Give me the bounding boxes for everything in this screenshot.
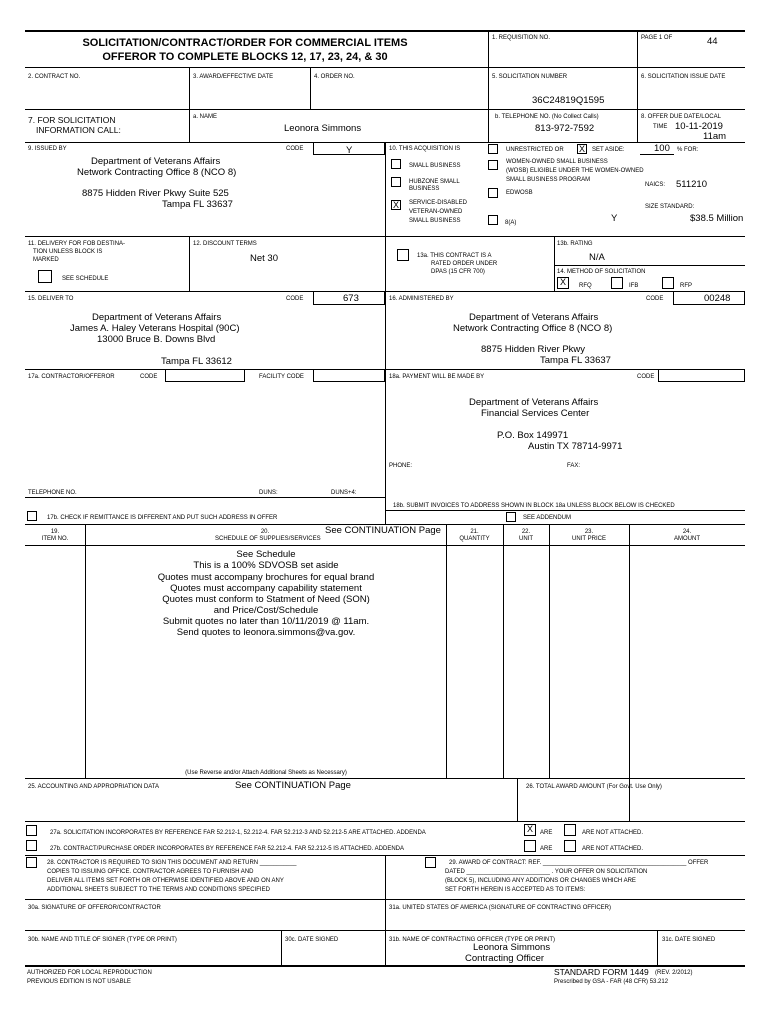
payment-phone-label: PHONE:: [389, 463, 413, 469]
form-title-line1: SOLICITATION/CONTRACT/ORDER FOR COMMERCIAL ITEMS: [82, 37, 408, 49]
duns-label: DUNS:: [259, 490, 278, 496]
far-27b-checkbox[interactable]: [26, 840, 37, 851]
ifb-checkbox[interactable]: [611, 277, 623, 289]
block-28-checkbox[interactable]: [26, 857, 37, 868]
contractor-code-label: CODE: [140, 374, 158, 380]
ifb-label: IFB: [629, 283, 639, 289]
col-quantity-label: QUANTITY: [459, 536, 490, 542]
block-28-line3: DELIVER ALL ITEMS SET FORTH OR OTHERWISE IDENTIFIED ABOVE AND ON ANY: [47, 878, 284, 884]
remittance-label: 17b. CHECK IF REMITTANCE IS DIFFERENT AND PUT SUCH ADDRESS IN OFFER: [47, 515, 278, 521]
discount-terms: Net 30: [250, 253, 278, 264]
award-date-label: 3. AWARD/EFFECTIVE DATE: [193, 74, 274, 80]
remittance-checkbox[interactable]: [27, 511, 37, 521]
block-29-checkbox[interactable]: [425, 857, 436, 868]
issue-date-label: 6. SOLICITATION ISSUE DATE: [641, 74, 726, 80]
block-28-line1: 28. CONTRACTOR IS REQUIRED TO SIGN THIS DOCUMENT AND RETURN ___________: [47, 860, 297, 866]
hubzone-checkbox[interactable]: [391, 177, 401, 187]
schedule-line: Quotes must conform to Statment of Need (SON): [162, 594, 370, 605]
signer-date-label: 30c. DATE SIGNED: [285, 937, 339, 943]
wosb-label-1: WOMEN-OWNED SMALL BUSINESS: [506, 159, 608, 165]
sdvosb-label-2: VETERAN-OWNED: [409, 209, 463, 215]
schedule-line: Quotes must accompany capability statement: [170, 583, 362, 594]
method-label: 14. METHOD OF SOLICITATION: [557, 269, 646, 275]
wosb-label-2: (WOSB) ELIGIBLE UNDER THE WOMEN-OWNED: [506, 168, 644, 174]
col-unit-label: UNIT: [519, 536, 533, 542]
administered-by-line4: Tampa FL 33637: [540, 355, 611, 366]
form-title-line2: OFFEROR TO COMPLETE BLOCKS 12, 17, 23, 24, & 30: [102, 51, 388, 63]
col-unit-price-number: 23.: [584, 529, 594, 535]
set-aside-checkbox[interactable]: X: [578, 144, 585, 154]
rfq-checkbox[interactable]: X: [557, 277, 569, 289]
far-27b-are-checkbox[interactable]: [524, 840, 536, 852]
block-29-line1: 29. AWARD OF CONTRACT: REF. ___________________________________________ OFFER: [449, 860, 709, 866]
schedule-line: This is a 100% SDVOSB set aside: [193, 560, 339, 571]
issued-by-line3: 8875 Hidden River Pkwy Suite 525: [82, 188, 229, 199]
col-amount-label: AMOUNT: [674, 536, 700, 542]
delivery-label-1: 11. DELIVERY FOR FOB DESTINA-: [28, 241, 126, 247]
information-call-label: INFORMATION CALL:: [36, 125, 121, 135]
for-solicitation-label: 7. FOR SOLICITATION: [28, 115, 116, 125]
set-aside-label: SET ASIDE:: [592, 147, 625, 153]
set-aside-percent: 100: [654, 143, 670, 154]
officer-title: Contracting Officer: [465, 953, 545, 964]
telephone-label: b. TELEPHONE NO. (No Collect Calls): [495, 114, 599, 120]
administered-by-line1: Department of Veterans Affairs: [469, 312, 599, 323]
rfq-label: RFQ: [579, 283, 592, 289]
signature-contracting-officer-label: 31a. UNITED STATES OF AMERICA (SIGNATURE OF CONTRACTING OFFICER): [389, 905, 612, 911]
rated-label-1: 13a. THIS CONTRACT IS A: [417, 253, 492, 259]
issued-by-line4: Tampa FL 33637: [162, 199, 233, 210]
eight-a-label: 8(A): [505, 220, 517, 226]
facility-code-label: FACILITY CODE: [259, 374, 304, 380]
administered-by-label: 16. ADMINISTERED BY: [389, 296, 454, 302]
block-28-line4: ADDITIONAL SHEETS SUBJECT TO THE TERMS AND CONDITIONS SPECIFIED: [47, 887, 270, 893]
rated-label-3: DPAS (15 CFR 700): [431, 269, 485, 275]
small-business-label: SMALL BUSINESS: [409, 163, 461, 169]
see-schedule-checkbox[interactable]: [38, 270, 52, 283]
payment-line1: Department of Veterans Affairs: [469, 397, 599, 408]
col-unit-number: 22.: [521, 529, 531, 535]
requisition-label: 1. REQUISITION NO.: [492, 35, 551, 41]
far-27b-are-not-label: ARE NOT ATTACHED.: [582, 846, 644, 852]
rating-value: N/A: [589, 252, 605, 263]
eight-a-checkbox[interactable]: [488, 215, 498, 225]
submit-invoices-label: 18b. SUBMIT INVOICES TO ADDRESS SHOWN IN BLOCK 18a UNLESS BLOCK BELOW IS CHECKED: [393, 503, 675, 509]
size-standard-label: SIZE STANDARD:: [645, 204, 695, 210]
payment-line4: Austin TX 78714-9971: [528, 441, 623, 452]
far-27b-are-label: ARE: [540, 846, 553, 852]
see-schedule-label: SEE SCHEDULE: [62, 276, 109, 282]
contact-name: Leonora Simmons: [284, 123, 362, 134]
order-no-label: 4. ORDER NO.: [314, 74, 355, 80]
duns4-label: DUNS+4:: [331, 490, 357, 496]
facility-code-box[interactable]: [313, 370, 385, 382]
administered-by-line2: Network Contracting Office 8 (NCO 8): [453, 323, 613, 334]
naics-value: 511210: [676, 179, 707, 190]
addendum-checkbox[interactable]: [506, 512, 516, 522]
schedule-line: Quotes must accompany brochures for equal brand: [157, 572, 375, 583]
officer-name: Leonora Simmons: [473, 942, 551, 953]
officer-name-label: 31b. NAME OF CONTRACTING OFFICER (TYPE OR PRINT): [389, 937, 556, 943]
signature-offeror-label: 30a. SIGNATURE OF OFFEROR/CONTRACTOR: [28, 905, 161, 911]
see-addendum-label: SEE ADDENDUM: [523, 515, 572, 521]
deliver-to-line4: Tampa FL 33612: [161, 356, 232, 367]
continuation-page-note: See CONTINUATION Page: [325, 525, 441, 536]
reverse-note: (Use Reverse and/or Attach Additional Sheets as Necessary): [185, 770, 347, 776]
schedule-line: See Schedule: [236, 549, 296, 560]
page-total: 44: [707, 36, 718, 47]
edwosb-checkbox[interactable]: [488, 188, 498, 198]
rated-label-2: RATED ORDER UNDER: [431, 261, 498, 267]
administered-by-code: 00248: [704, 293, 731, 304]
far-27a-checkbox[interactable]: [26, 825, 37, 836]
col-item-label: ITEM NO.: [41, 536, 69, 542]
payment-fax-label: FAX:: [567, 463, 581, 469]
solicitation-number-label: 5. SOLICITATION NUMBER: [492, 74, 568, 80]
signer-name-label: 30b. NAME AND TITLE OF SIGNER (TYPE OR PRINT): [28, 937, 177, 943]
sdvosb-label-1: SERVICE-DISABLED: [409, 200, 467, 206]
deliver-to-line1: Department of Veterans Affairs: [92, 312, 222, 323]
percent-for-label: % FOR:: [677, 147, 699, 153]
footer-reproduction: AUTHORIZED FOR LOCAL REPRODUCTION: [27, 970, 152, 976]
issued-by-code: Y: [346, 145, 353, 156]
naics-label: NAICS:: [645, 182, 666, 188]
deliver-to-line3: 13000 Bruce B. Downs Blvd: [97, 334, 216, 345]
acquisition-label: 10. THIS ACQUISITION IS: [389, 146, 461, 152]
issued-by-code-label: CODE: [286, 146, 304, 152]
col-amount-number: 24.: [682, 529, 692, 535]
schedule-line: Send quotes to leonora.simmons@va.gov.: [176, 627, 356, 638]
footer-form-name: STANDARD FORM 1449: [554, 967, 649, 977]
delivery-label-3: MARKED: [33, 257, 59, 263]
size-standard-value: $38.5 Million: [690, 213, 744, 224]
far-27a-are-checkbox[interactable]: X: [524, 824, 536, 836]
small-business-checkbox[interactable]: [391, 159, 401, 169]
hubzone-label-1: HUBZONE SMALL: [409, 179, 460, 185]
sdvosb-label-3: SMALL BUSINESS: [409, 218, 461, 224]
contractor-telephone-label: TELEPHONE NO.: [28, 490, 77, 496]
time-label: TIME: [653, 124, 668, 130]
footer-prescribed: Prescribed by GSA - FAR (48 CFR) 53.212: [554, 979, 669, 985]
accounting-label: 25. ACCOUNTING AND APPROPRIATION DATA: [28, 784, 160, 790]
rating-label: 13b. RATING: [557, 241, 593, 247]
deliver-to-code: 673: [343, 293, 359, 304]
deliver-to-label: 15. DELIVER TO: [28, 296, 74, 302]
block-29-line3: (BLOCK 5), INCLUDING ANY ADDITIONS OR CHANGES WHICH ARE: [445, 878, 636, 884]
payment-label: 18a. PAYMENT WILL BE MADE BY: [389, 374, 485, 380]
hubzone-label-2: BUSINESS: [409, 186, 440, 192]
delivery-label-2: TION UNLESS BLOCK IS: [33, 249, 103, 255]
officer-date-label: 31c. DATE SIGNED: [662, 937, 716, 943]
block-28-line2: COPIES TO ISSUING OFFICE. CONTRACTOR AGREES TO FURNISH AND: [47, 869, 254, 875]
payment-code-label: CODE: [637, 374, 655, 380]
schedule-line: and Price/Cost/Schedule: [213, 605, 319, 616]
rated-order-checkbox[interactable]: [397, 249, 409, 261]
eight-a-value: Y: [611, 213, 618, 224]
contractor-code-box[interactable]: [165, 370, 245, 382]
administered-by-code-label: CODE: [646, 296, 664, 302]
schedule-line: Submit quotes no later than 10/11/2019 @ 11am.: [162, 616, 370, 627]
payment-code-box: [658, 370, 745, 382]
administered-by-line3: 8875 Hidden River Pkwy: [481, 344, 586, 355]
col-item-number: 19.: [50, 529, 60, 535]
footer-revision: (REV. 2/2012): [655, 970, 693, 976]
issued-by-label: 9. ISSUED BY: [28, 146, 67, 152]
unrestricted-checkbox[interactable]: [488, 144, 498, 154]
solicitation-number: 36C24819Q1595: [532, 95, 605, 106]
col-schedule-number: 20.: [260, 529, 270, 535]
block-29-line4: SET FORTH HEREIN IS ACCEPTED AS TO ITEMS:: [445, 887, 586, 893]
offer-due-date: 10-11-2019: [675, 121, 723, 132]
deliver-to-line2: James A. Haley Veterans Hospital (90C): [70, 323, 240, 334]
far-27b-label: 27b. CONTRACT/PURCHASE ORDER INCORPORATES BY REFERENCE FAR 52.212-4. FAR 52.212-5 IS ATTACHED. ADDENDA: [50, 846, 404, 852]
issued-by-line1: Department of Veterans Affairs: [91, 156, 221, 167]
wosb-label-3: SMALL BUSINESS PROGRAM: [506, 177, 591, 183]
far-27a-are-not-label: ARE NOT ATTACHED.: [582, 830, 644, 836]
contractor-label: 17a. CONTRACTOR/OFFEROR: [28, 374, 115, 380]
rfp-label: RFP: [680, 283, 692, 289]
far-27a-label: 27a. SOLICITATION INCORPORATES BY REFERENCE FAR 52.212-1, 52.212-4. FAR 52.212-3 AND 52.212-5 ARE ATTACHED. ADDENDA: [50, 830, 426, 836]
block-29-line2: DATED _________________________ . YOUR OFFER ON SOLICITATION: [445, 869, 648, 875]
discount-terms-label: 12. DISCOUNT TERMS: [193, 241, 257, 247]
col-unit-price-label: UNIT PRICE: [572, 536, 606, 542]
rfp-checkbox[interactable]: [662, 277, 674, 289]
offer-due-time: 11am: [703, 131, 727, 142]
edwosb-label: EDWOSB: [506, 190, 533, 196]
far-27a-are-not-checkbox[interactable]: [564, 824, 576, 836]
far-27a-are-label: ARE: [540, 830, 553, 836]
offer-due-label: 8. OFFER DUE DATE/LOCAL: [641, 114, 721, 120]
unrestricted-label: UNRESTRICTED OR: [506, 147, 564, 153]
name-label: a. NAME: [193, 114, 218, 120]
col-schedule-label: SCHEDULE OF SUPPLIES/SERVICES: [215, 536, 321, 542]
payment-line3: P.O. Box 149971: [497, 430, 569, 441]
payment-line2: Financial Services Center: [481, 408, 590, 419]
far-27b-are-not-checkbox[interactable]: [564, 840, 576, 852]
wosb-checkbox[interactable]: [488, 160, 498, 170]
page-label: PAGE 1 OF: [641, 35, 673, 41]
footer-previous-edition: PREVIOUS EDITION IS NOT USABLE: [27, 979, 131, 985]
contact-phone: 813-972-7592: [535, 123, 595, 134]
deliver-to-code-label: CODE: [286, 296, 304, 302]
accounting-value: See CONTINUATION Page: [235, 780, 351, 791]
contract-no-label: 2. CONTRACT NO.: [28, 74, 81, 80]
sdvosb-checkbox[interactable]: X: [392, 200, 399, 210]
issued-by-line2: Network Contracting Office 8 (NCO 8): [77, 167, 237, 178]
col-quantity-number: 21.: [470, 529, 479, 535]
total-award-label: 26. TOTAL AWARD AMOUNT (For Govt. Use Only): [526, 784, 662, 790]
